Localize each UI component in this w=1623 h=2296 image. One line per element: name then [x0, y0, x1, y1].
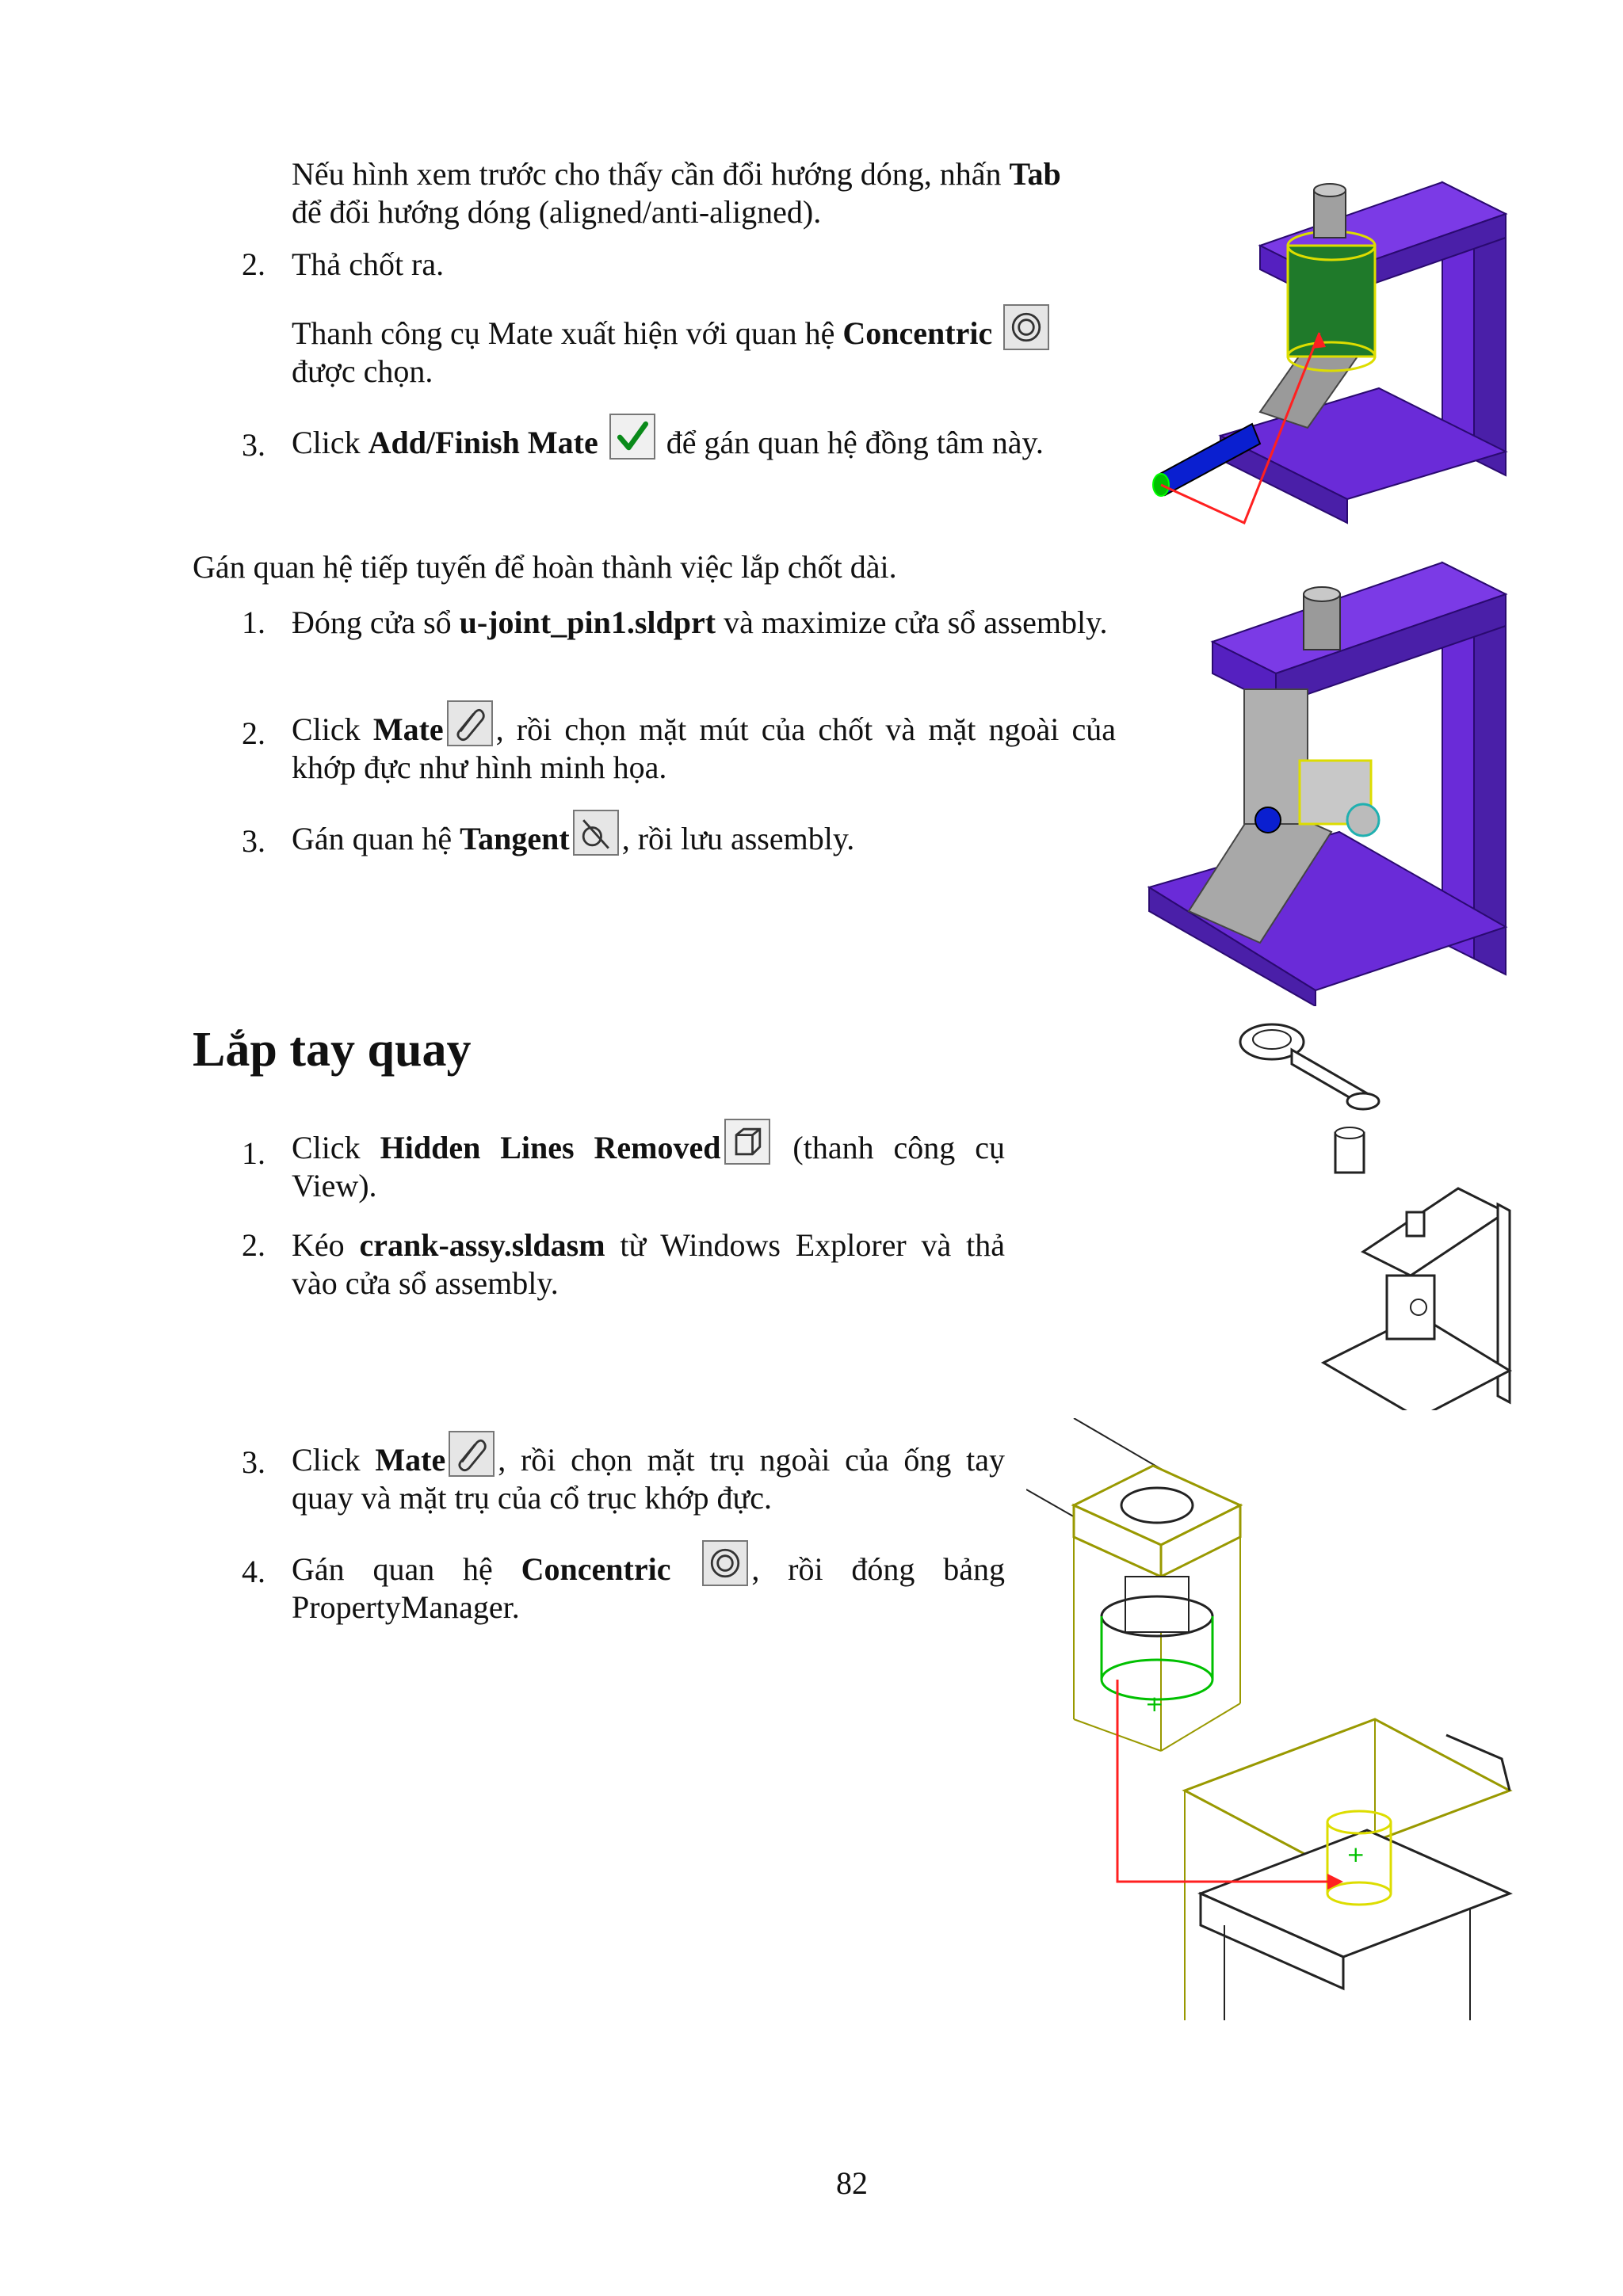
- bracket-tangent-figure: [1141, 547, 1514, 1006]
- step-number: 3.: [242, 823, 265, 859]
- step-number: 2.: [242, 246, 265, 282]
- step-text-2: từ Windows Explorer và thả vào cửa sổ assembly.: [292, 1227, 1005, 1301]
- page-number: 82: [836, 2165, 868, 2201]
- step-concentric-close: [292, 1540, 1005, 1627]
- step-text: Click: [292, 425, 369, 460]
- step-text-2: , rồi chọn mặt trụ ngoài của ống tay quay và mặt trụ của cổ trục khớp đực.: [292, 1442, 1005, 1516]
- intro-text-2: để đổi hướng dóng (aligned/anti-aligned).: [292, 194, 822, 230]
- step-text: Gán quan hệ: [292, 1551, 521, 1587]
- step-text-2: (thanh công cụ View).: [292, 1130, 1005, 1203]
- concentric-icon: [1003, 304, 1049, 350]
- step-number: 2.: [242, 1227, 265, 1263]
- step-release-pin: Thả chốt ra.: [292, 246, 445, 282]
- intro-paragraph: [292, 155, 1116, 231]
- section-heading: Lắp tay quay: [193, 1023, 472, 1077]
- mate-toolbar-note: [292, 304, 1116, 391]
- step-text-2: để gán quan hệ đồng tâm này.: [666, 425, 1044, 460]
- bracket-concentric-figure: [1141, 151, 1514, 531]
- crank-and-bracket-figure: [1228, 1014, 1514, 1410]
- step-mate-crank: [292, 1431, 1005, 1517]
- intro-text: Nếu hình xem trước cho thấy cần đổi hướng dóng, nhấn: [292, 156, 1010, 192]
- step-number: 2.: [242, 715, 265, 751]
- step-number: 3.: [242, 1444, 265, 1480]
- file-name: u-joint_pin1.sldprt: [459, 605, 716, 640]
- step-hidden-lines: [292, 1119, 1005, 1205]
- step-mate-select: [292, 700, 1116, 787]
- concentric-label: Concentric: [521, 1551, 671, 1587]
- paperclip-icon: [449, 1431, 495, 1477]
- mate-note-text: Thanh công cụ Mate xuất hiện với quan hệ: [292, 315, 843, 351]
- step-number: 4.: [242, 1554, 265, 1589]
- step-text: Click: [292, 1130, 380, 1165]
- step-text-2: , rồi chọn mặt mút của chốt và mặt ngoài của khớp đực như hình minh họa.: [292, 711, 1116, 785]
- concentric-label: Concentric: [842, 315, 993, 351]
- mate-label: Mate: [375, 1442, 446, 1478]
- tab-key-label: Tab: [1009, 156, 1061, 192]
- step-text-2: , rồi lưu assembly.: [621, 821, 855, 856]
- step-number: 1.: [242, 605, 265, 640]
- check-icon: [609, 414, 655, 460]
- step-drag-crank: [292, 1226, 1005, 1302]
- step-text: Gán quan hệ: [292, 821, 460, 856]
- crank-concentric-wireframe-figure: [1026, 1418, 1518, 2020]
- svg-text:+: +: [1145, 1691, 1164, 1717]
- tangent-label: Tangent: [460, 821, 570, 856]
- step-add-finish-mate: [292, 414, 1132, 462]
- step-tangent: [292, 810, 1116, 858]
- hidden-lines-label: Hidden Lines Removed: [380, 1130, 721, 1165]
- step-number: 1.: [242, 1135, 265, 1171]
- step-text: Click: [292, 711, 373, 747]
- tangent-icon: [573, 810, 619, 856]
- concentric-icon: [702, 1540, 748, 1586]
- svg-text:+: +: [1346, 1841, 1365, 1867]
- step-close-window: [292, 604, 1116, 642]
- step-text-2: , rồi đóng bảng PropertyManager.: [292, 1551, 1006, 1625]
- step-text-2: và maximize cửa sổ assembly.: [716, 605, 1108, 640]
- tangent-intro: Gán quan hệ tiếp tuyến để hoàn thành việc lắp chốt dài.: [193, 549, 897, 585]
- mate-note-text-2: được chọn.: [292, 353, 433, 389]
- step-number: 3.: [242, 427, 265, 463]
- add-finish-mate-label: Add/Finish Mate: [368, 425, 598, 460]
- step-text: Kéo: [292, 1227, 360, 1263]
- paperclip-icon: [447, 700, 493, 746]
- hidden-lines-removed-icon: [724, 1119, 770, 1165]
- step-text: Click: [292, 1442, 376, 1478]
- step-text: Đóng cửa sổ: [292, 605, 460, 640]
- assembly-file-name: crank-assy.sldasm: [359, 1227, 605, 1263]
- mate-label: Mate: [372, 711, 444, 747]
